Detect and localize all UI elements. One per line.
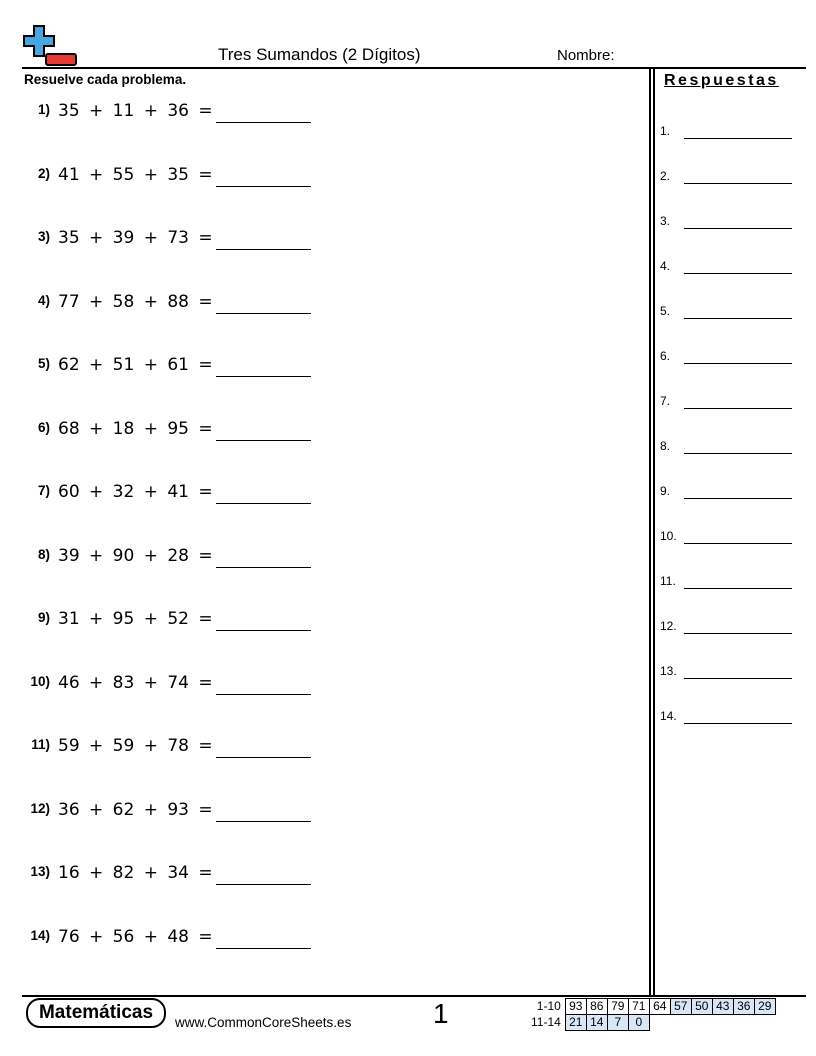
key-cell: 57: [670, 999, 691, 1015]
key-cell: 0: [628, 1015, 649, 1031]
answer-slot: [660, 169, 800, 189]
answer-line[interactable]: [684, 228, 792, 229]
problem-item: [24, 541, 624, 581]
page-number: 1: [433, 998, 449, 1029]
answer-slot: [660, 619, 800, 639]
key-cell: 50: [691, 999, 712, 1015]
key-cell: 14: [586, 1015, 607, 1031]
problem-item: [24, 922, 624, 962]
answer-slot: [660, 259, 800, 279]
answer-slot: [660, 709, 800, 729]
problem-expression: 60 + 32 + 41 =: [58, 482, 213, 502]
problem-number: 8): [37, 547, 50, 562]
answer-blank[interactable]: [216, 757, 311, 758]
problem-expression: 39 + 90 + 28 =: [58, 546, 213, 566]
problem-expression: 62 + 51 + 61 =: [58, 355, 213, 375]
key-row: [528, 1015, 775, 1031]
answer-label: 11.: [660, 574, 676, 588]
answer-label: 10.: [660, 529, 677, 543]
site-url: www.CommonCoreSheets.es: [175, 1015, 352, 1030]
answer-line[interactable]: [684, 588, 792, 589]
problem-expression: 35 + 11 + 36 =: [58, 101, 213, 121]
problem-number: 6): [37, 420, 50, 435]
key-cell: 7: [607, 1015, 628, 1031]
answer-line[interactable]: [684, 453, 792, 454]
answer-line[interactable]: [684, 363, 792, 364]
problem-item: [24, 414, 624, 454]
problem-number: 4): [37, 293, 50, 308]
problem-item: [24, 668, 624, 708]
answer-blank[interactable]: [216, 440, 311, 441]
answer-slot: [660, 394, 800, 414]
answer-slot: [660, 439, 800, 459]
answer-line[interactable]: [684, 183, 792, 184]
answer-blank[interactable]: [216, 122, 311, 123]
problem-number: 2): [37, 166, 50, 181]
key-cell: 79: [607, 999, 628, 1015]
answer-line[interactable]: [684, 633, 792, 634]
plus-minus-logo-icon: [22, 24, 80, 68]
key-cell: 64: [649, 999, 670, 1015]
key-row: [528, 999, 775, 1015]
problem-number: 10): [30, 674, 50, 689]
answer-label: 7.: [660, 394, 671, 408]
answer-slot: [660, 304, 800, 324]
answer-label: 5.: [660, 304, 671, 318]
answer-blank[interactable]: [216, 313, 311, 314]
problem-number: 7): [37, 483, 50, 498]
problem-number: 5): [37, 356, 50, 371]
answer-label: 9.: [660, 484, 671, 498]
answer-blank[interactable]: [216, 884, 311, 885]
problem-expression: 41 + 55 + 35 =: [58, 165, 213, 185]
footer-divider: [22, 995, 806, 997]
problem-expression: 76 + 56 + 48 =: [58, 927, 213, 947]
answer-line[interactable]: [684, 138, 792, 139]
answer-blank[interactable]: [216, 376, 311, 377]
answer-label: 8.: [660, 439, 671, 453]
key-cell: 93: [565, 999, 586, 1015]
problem-expression: 16 + 82 + 34 =: [58, 863, 213, 883]
key-cell: 21: [565, 1015, 586, 1031]
answer-label: 4.: [660, 259, 671, 273]
answer-slot: [660, 484, 800, 504]
answer-line[interactable]: [684, 543, 792, 544]
problem-item: [24, 223, 624, 263]
problem-item: [24, 477, 624, 517]
answer-label: 12.: [660, 619, 677, 633]
problem-expression: 46 + 83 + 74 =: [58, 673, 213, 693]
key-cell: 43: [712, 999, 733, 1015]
answer-slot: [660, 124, 800, 144]
answer-line[interactable]: [684, 273, 792, 274]
answer-label: 13.: [660, 664, 677, 678]
answer-slot: [660, 664, 800, 684]
answer-label: 3.: [660, 214, 671, 228]
problem-expression: 68 + 18 + 95 =: [58, 419, 213, 439]
problem-item: [24, 160, 624, 200]
answer-blank[interactable]: [216, 567, 311, 568]
problem-number: 13): [30, 864, 50, 879]
problem-item: [24, 795, 624, 835]
answer-column-divider-inner: [653, 69, 655, 996]
problem-item: [24, 287, 624, 327]
answer-blank[interactable]: [216, 503, 311, 504]
answer-column-divider: [649, 69, 651, 996]
answer-line[interactable]: [684, 318, 792, 319]
answer-line[interactable]: [684, 678, 792, 679]
key-row-label: 1-10: [536, 999, 561, 1013]
header-divider: [22, 67, 806, 69]
problem-expression: 36 + 62 + 93 =: [58, 800, 213, 820]
key-cell: 29: [754, 999, 775, 1015]
key-cell: 36: [733, 999, 754, 1015]
answer-blank[interactable]: [216, 630, 311, 631]
answer-slot: [660, 214, 800, 234]
answer-slot: [660, 574, 800, 594]
problem-expression: 59 + 59 + 78 =: [58, 736, 213, 756]
problem-number: 3): [37, 229, 50, 244]
problem-expression: 31 + 95 + 52 =: [58, 609, 213, 629]
answer-blank[interactable]: [216, 694, 311, 695]
answer-label: 1.: [660, 124, 671, 138]
answer-slot: [660, 349, 800, 369]
key-cell: 71: [628, 999, 649, 1015]
answer-blank[interactable]: [216, 249, 311, 250]
answer-label: 6.: [660, 349, 671, 363]
problem-item: [24, 604, 624, 644]
answer-line[interactable]: [684, 498, 792, 499]
worksheet-title: Tres Sumandos (2 Dígitos): [218, 45, 421, 64]
answer-label: 14.: [660, 709, 677, 723]
problem-item: [24, 858, 624, 898]
answer-blank[interactable]: [216, 821, 311, 822]
answer-key-table: [528, 998, 776, 1031]
problem-number: 12): [30, 801, 50, 816]
problem-number: 9): [37, 610, 50, 625]
problem-expression: 77 + 58 + 88 =: [58, 292, 213, 312]
answer-blank[interactable]: [216, 186, 311, 187]
problem-number: 1): [37, 102, 50, 117]
key-cell: 86: [586, 999, 607, 1015]
instructions: Resuelve cada problema.: [24, 72, 187, 87]
answers-title: Respuestas: [664, 72, 779, 89]
answer-line[interactable]: [684, 723, 792, 724]
answer-slot: [660, 529, 800, 549]
brand-badge: Matemáticas: [26, 998, 166, 1028]
answer-line[interactable]: [684, 408, 792, 409]
problem-expression: 35 + 39 + 73 =: [58, 228, 213, 248]
answer-blank[interactable]: [216, 948, 311, 949]
problem-item: [24, 96, 624, 136]
problem-item: [24, 350, 624, 390]
problem-item: [24, 731, 624, 771]
answer-label: 2.: [660, 169, 671, 183]
problem-number: 14): [30, 928, 50, 943]
problem-number: 11): [31, 737, 50, 752]
name-label: Nombre:: [557, 47, 615, 64]
key-row-label: 11-14: [531, 1015, 561, 1029]
